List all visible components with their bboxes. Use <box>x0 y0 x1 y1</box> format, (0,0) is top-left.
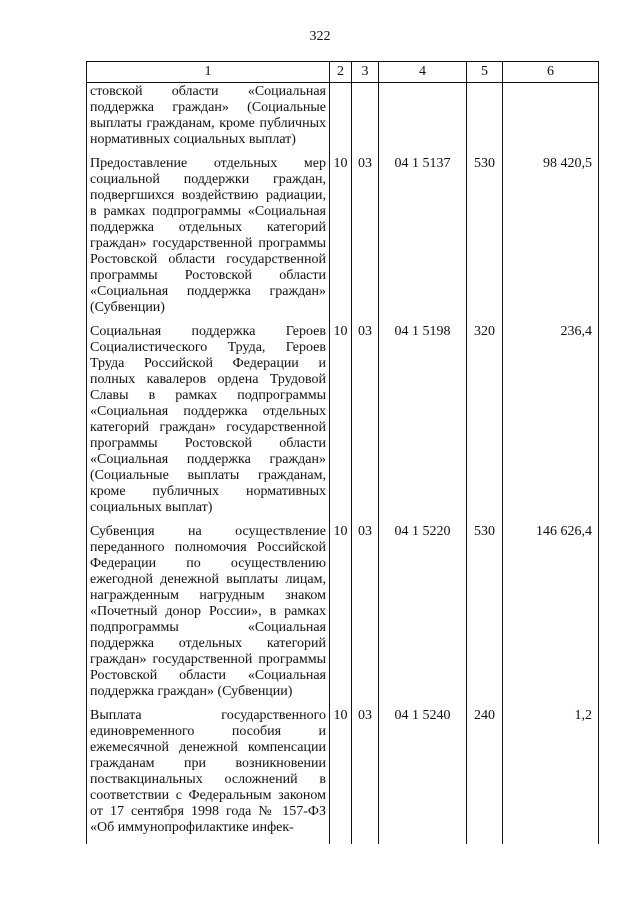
row-section: 10 <box>330 524 352 708</box>
column-header-6: 6 <box>503 62 599 83</box>
row-amount: 98 420,5 <box>503 156 599 324</box>
table-header-row <box>87 62 599 83</box>
row-target-code: 04 1 5240 <box>379 708 467 844</box>
table-row <box>87 524 599 708</box>
row-description: Предоставление отдельных мер социальной поддержки граждан, подвергшихся воздействию радиации, в рамках подпрограммы «Социальная поддержка отдельных категорий граждан» государственной программы Ростовской области государственной программы Ростовской области «Социальная поддержка граждан» (Субвенции) <box>87 156 330 324</box>
row-description: Выплата государственного единовременного пособия и ежемесячной денежной компенсации гражданам при возникновении поствакцинальных осложнений в соответствии с Федеральным законом от 17 сентября 1998 года № 157-ФЗ «Об иммунопрофилактике инфек- <box>87 708 330 844</box>
row-target-code <box>379 83 467 157</box>
column-header-2: 2 <box>330 62 352 83</box>
row-expense-type: 320 <box>467 324 503 524</box>
row-description: Социальная поддержка Героев Социалистического Труда, Героев Труда Российской Федерации и полных кавалеров ордена Трудовой Славы в рамках подпрограммы «Социальная поддержка отдельных категорий граждан» государственной программы Ростовской области «Социальная поддержка граждан» (Социальные выплаты гражданам, кроме публичных нормативных социальных выплат) <box>87 324 330 524</box>
table-row <box>87 83 599 157</box>
column-header-4: 4 <box>379 62 467 83</box>
column-header-1: 1 <box>87 62 330 83</box>
table-row <box>87 708 599 844</box>
row-amount <box>503 83 599 157</box>
row-section: 10 <box>330 324 352 524</box>
row-description: Субвенция на осуществление переданного полномочия Российской Федерации по осуществлению ежегодной денежной выплаты лицам, награжденным нагрудным знаком «Почетный донор России», в рамках подпрограммы «Социальная поддержка отдельных категорий граждан» государственной программы Ростовской области «Социальная поддержка граждан» (Субвенции) <box>87 524 330 708</box>
page-number: 322 <box>309 29 331 44</box>
row-expense-type: 530 <box>467 156 503 324</box>
row-subsection <box>352 83 379 157</box>
row-amount: 146 626,4 <box>503 524 599 708</box>
row-subsection: 03 <box>352 524 379 708</box>
column-header-3: 3 <box>352 62 379 83</box>
row-target-code: 04 1 5220 <box>379 524 467 708</box>
row-section: 10 <box>330 156 352 324</box>
table-row <box>87 324 599 524</box>
row-expense-type: 240 <box>467 708 503 844</box>
row-section: 10 <box>330 708 352 844</box>
row-subsection: 03 <box>352 708 379 844</box>
row-amount: 236,4 <box>503 324 599 524</box>
table-row <box>87 156 599 324</box>
row-target-code: 04 1 5198 <box>379 324 467 524</box>
row-target-code: 04 1 5137 <box>379 156 467 324</box>
row-section <box>330 83 352 157</box>
row-expense-type <box>467 83 503 157</box>
row-subsection: 03 <box>352 156 379 324</box>
row-expense-type: 530 <box>467 524 503 708</box>
row-amount: 1,2 <box>503 708 599 844</box>
row-subsection: 03 <box>352 324 379 524</box>
row-description: стовской области «Социальная поддержка граждан» (Социальные выплаты гражданам, кроме публичных нормативных социальных выплат) <box>87 83 330 157</box>
budget-table <box>86 61 599 844</box>
column-header-5: 5 <box>467 62 503 83</box>
